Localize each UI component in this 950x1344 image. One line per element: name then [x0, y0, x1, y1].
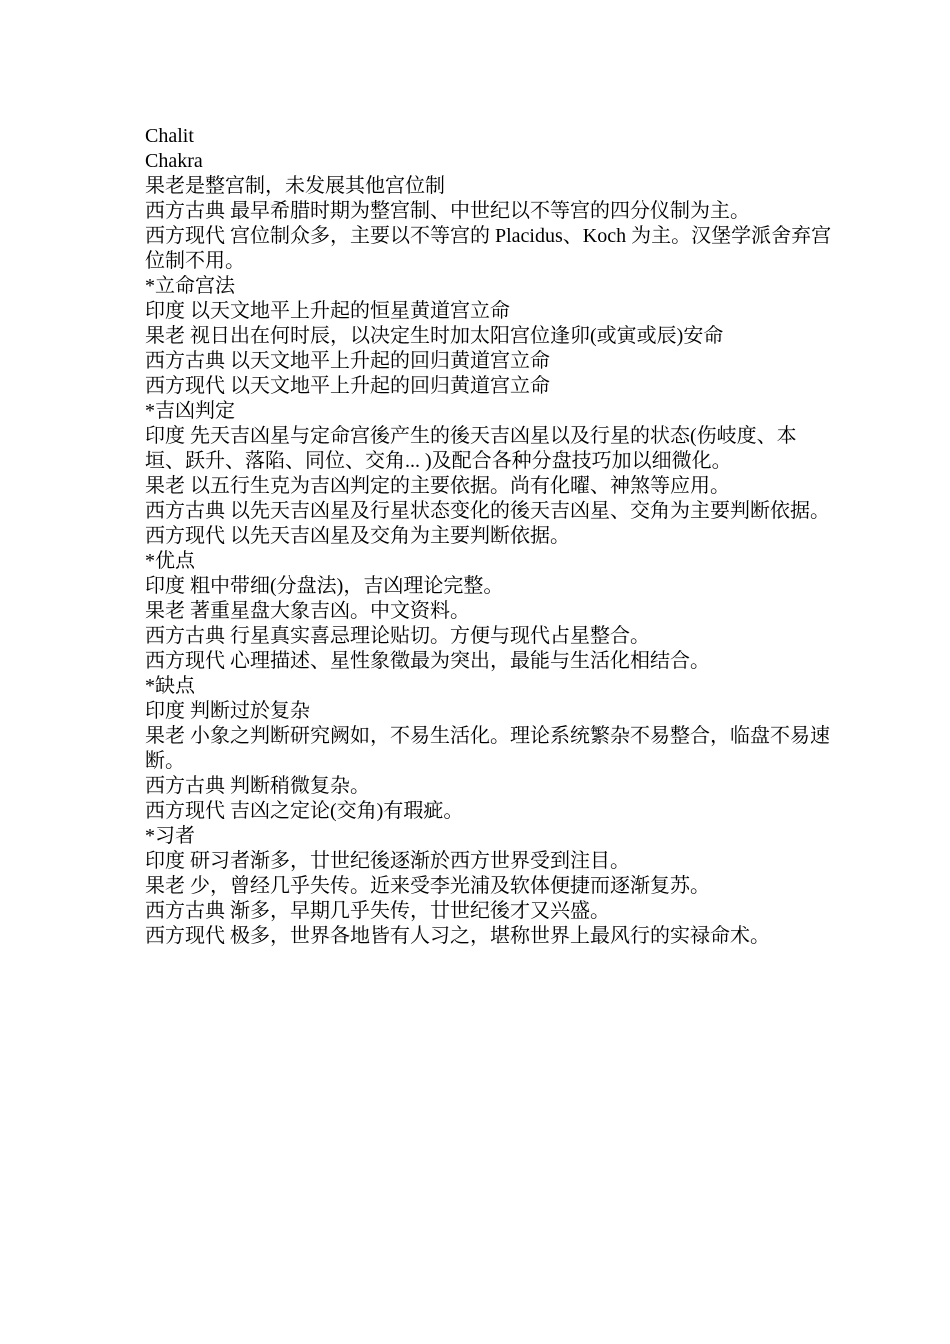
text-line: 印度 研习者渐多，廿世纪後逐渐於西方世界受到注目。: [145, 850, 630, 872]
text-line: 西方古典 渐多，早期几乎失传，廿世纪後才又兴盛。: [145, 900, 610, 922]
text-line: 西方现代 吉凶之定论(交角)有瑕疵。: [145, 800, 464, 822]
text-line: 西方古典 最早希腊时期为整宫制、中世纪以不等宫的四分仪制为主。: [145, 200, 750, 222]
section-heading: *吉凶判定: [145, 400, 235, 422]
text-line: 印度 粗中带细(分盘法)，吉凶理论完整。: [145, 575, 504, 597]
text-line: 印度 判断过於复杂: [145, 700, 310, 722]
text-line: Chalit: [145, 125, 194, 147]
text-line: 果老是整宫制，未发展其他宫位制: [145, 175, 445, 197]
section-heading: *立命宫法: [145, 275, 235, 297]
text-line: Chakra: [145, 150, 203, 172]
text-line: 果老 少，曾经几乎失传。近来受李光浦及软体便捷而逐渐复苏。: [145, 875, 710, 897]
text-line: 西方现代 宫位制众多，主要以不等宫的 Placidus、Koch 为主。汉堡学派舍弃宫位制不用。: [145, 225, 832, 272]
text-line: 印度 以天文地平上升起的恒星黄道宫立命: [145, 300, 510, 322]
section-heading: *习者: [145, 825, 195, 847]
text-line: 果老 以五行生克为吉凶判定的主要依据。尚有化曜、神煞等应用。: [145, 475, 730, 497]
text-line: 西方古典 判断稍微复杂。: [145, 775, 370, 797]
text-line: 果老 著重星盘大象吉凶。中文资料。: [145, 600, 470, 622]
text-line: 西方现代 极多，世界各地皆有人习之，堪称世界上最风行的实禄命术。: [145, 925, 770, 947]
text-line: 西方古典 行星真实喜忌理论贴切。方便与现代占星整合。: [145, 625, 650, 647]
text-line: 西方古典 以天文地平上升起的回归黄道宫立命: [145, 350, 550, 372]
text-line: 印度 先天吉凶星与定命宫後产生的後天吉凶星以及行星的状态(伤岐度、本垣、跃升、落陷、同位、交角... )及配合各种分盘技巧加以细微化。: [145, 425, 797, 472]
text-line: 果老 视日出在何时辰，以决定生时加太阳宫位逢卯(或寅或辰)安命: [145, 325, 724, 347]
text-line: 西方现代 以先天吉凶星及交角为主要判断依据。: [145, 525, 570, 547]
text-line: 果老 小象之判断研究阙如，不易生活化。理论系统繁杂不易整合，临盘不易速断。: [145, 725, 830, 772]
text-line: 西方古典 以先天吉凶星及行星状态变化的後天吉凶星、交角为主要判断依据。: [145, 500, 830, 522]
text-line: 西方现代 心理描述、星性象徵最为突出，最能与生活化相结合。: [145, 650, 710, 672]
text-line: 西方现代 以天文地平上升起的回归黄道宫立命: [145, 375, 550, 397]
section-heading: *优点: [145, 550, 195, 572]
section-heading: *缺点: [145, 675, 195, 697]
document-body: [145, 124, 835, 949]
